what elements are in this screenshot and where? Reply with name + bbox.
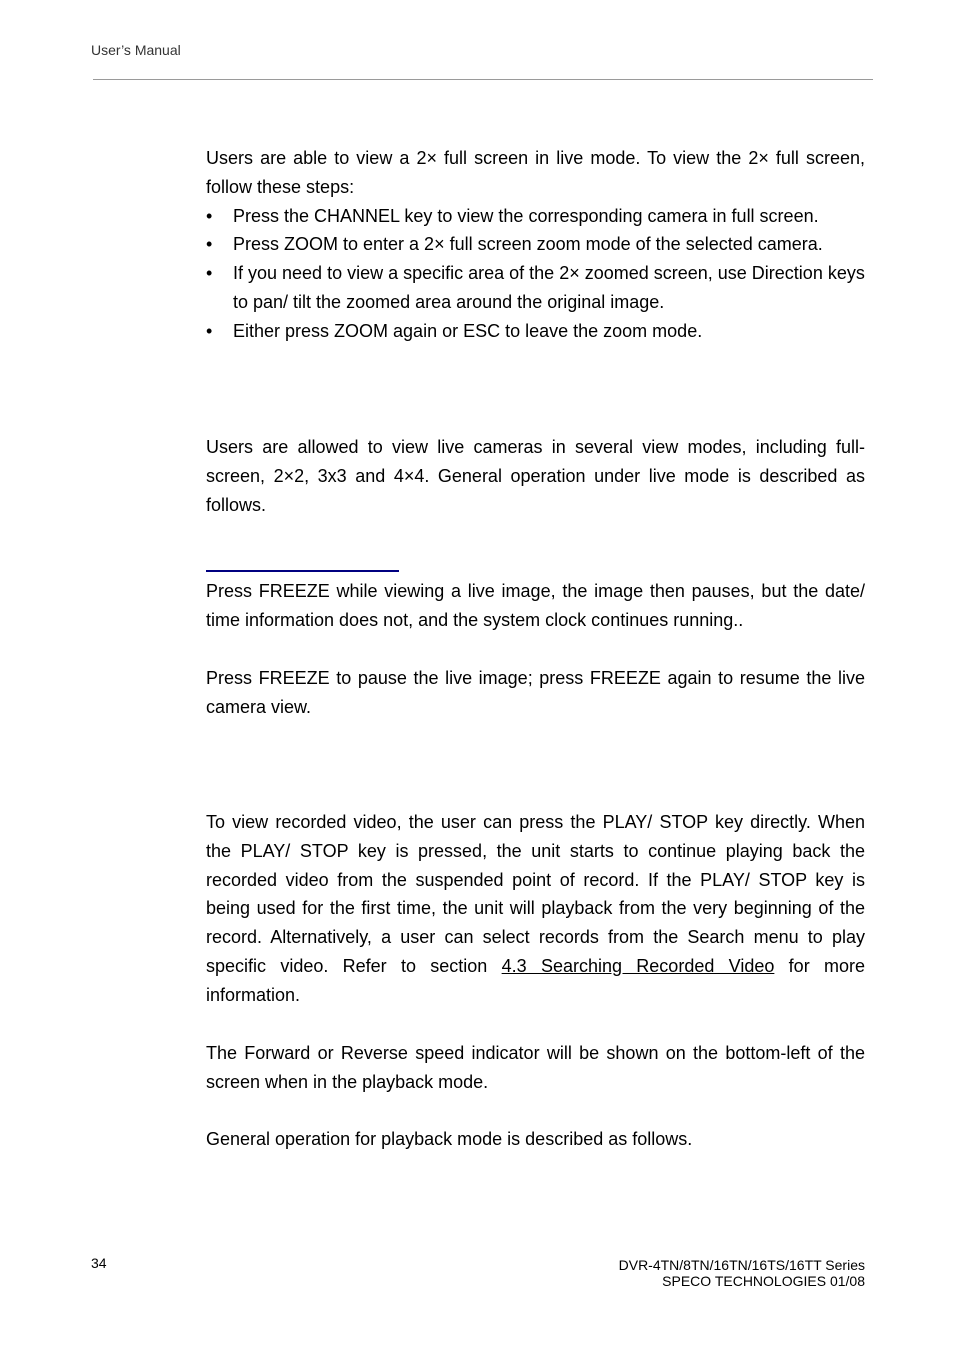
list-item — [206, 317, 865, 346]
freeze-section-2 — [206, 664, 865, 722]
bullet-icon: • — [206, 205, 213, 226]
playback-paragraph-2: The Forward or Reverse speed indicator will be shown on the bottom-left of the screen when in the playback mode. — [206, 1043, 865, 1092]
playback-paragraph-1 — [206, 808, 865, 1010]
live-mode-paragraph: Users are allowed to view live cameras in several view modes, including full-screen, 2×2, 3x3 and 4×4. General operation under live mode is described as follows. — [206, 437, 865, 515]
freeze-heading-rule — [206, 570, 399, 572]
list-item — [206, 230, 865, 259]
freeze-section — [206, 577, 865, 635]
zoom-intro: Users are able to view a 2× full screen in live mode. To view the 2× full screen, follow these steps: — [206, 148, 865, 197]
list-item — [206, 202, 865, 231]
footer-info — [619, 1257, 865, 1289]
bullet-icon: • — [206, 234, 213, 255]
list-item-text: Press ZOOM to enter a 2× full screen zoom mode of the selected camera. — [233, 234, 823, 255]
playback-speed-section — [206, 1039, 865, 1097]
playback-text-before-link: To view recorded video, the user can press the PLAY/ STOP key directly. When the PLAY/ STOP key is pressed, the unit starts to continue playing back the recorded video from the suspended point of record. If the PLAY/ STOP key is being used for the first time, the unit will playback from the very beginning of the record. Alternatively, a user can select records from the Search menu to play specific video. Refer to section — [206, 812, 865, 976]
freeze-paragraph-2: Press FREEZE to pause the live image; press FREEZE again to resume the live camera view. — [206, 668, 865, 717]
running-header: User’s Manual — [91, 42, 181, 58]
page-number: 34 — [91, 1255, 107, 1271]
playback-text-after-link: for more information. — [206, 955, 865, 1005]
header-rule — [93, 79, 873, 80]
freeze-paragraph-1: Press FREEZE while viewing a live image, the image then pauses, but the date/ time information does not, and the system clock continues running.. — [206, 581, 865, 630]
list-item — [206, 259, 865, 317]
footer-product: DVR-4TN/8TN/16TN/16TS/16TT Series — [618, 1257, 865, 1273]
playback-paragraph-3: General operation for playback mode is described as follows. — [206, 1129, 693, 1149]
playback-section — [206, 808, 865, 1010]
list-item-text: Either press ZOOM again or ESC to leave the zoom mode. — [233, 320, 703, 341]
zoom-steps-list — [206, 202, 865, 346]
bullet-icon: • — [206, 263, 213, 284]
list-item-text: If you need to view a specific area of the 2× zoomed screen, use Direction keys to pan/ tilt the zoomed area around the original image. — [233, 263, 865, 312]
live-mode-section — [206, 433, 865, 519]
list-item-text: Press the CHANNEL key to view the corresponding camera in full screen. — [233, 205, 819, 226]
zoom-section — [206, 144, 865, 346]
section-link-searching-recorded-video[interactable]: 4.3 Searching Recorded Video — [501, 955, 775, 976]
playback-general-section — [206, 1125, 865, 1154]
bullet-icon: • — [206, 320, 213, 341]
footer-company: SPECO TECHNOLOGIES 01/08 — [662, 1273, 865, 1289]
